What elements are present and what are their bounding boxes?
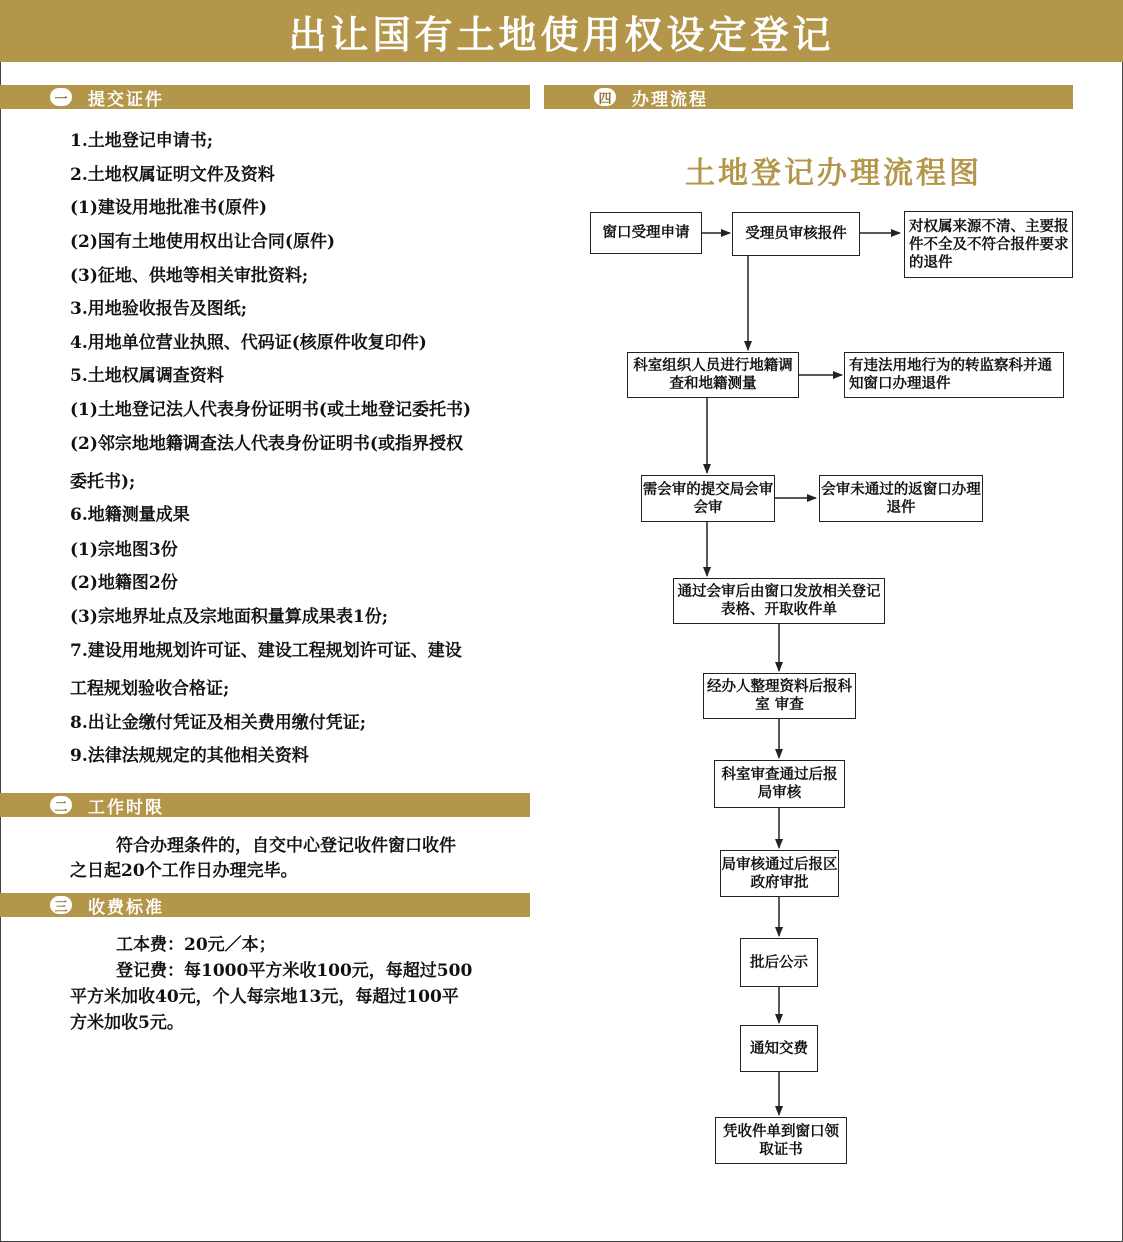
section-title: 办理流程 xyxy=(632,89,708,110)
flowchart-title: 土地登记办理流程图 xyxy=(685,156,982,191)
section-badge: 一 xyxy=(48,86,74,108)
flow-step-meeting-failed-return: 会审未通过的返窗口办理退件 xyxy=(819,475,983,522)
flow-step-reject-incomplete: 对权属来源不清、主要报件不全及不符合报件要求的退件 xyxy=(904,211,1073,278)
list-item: (2)邻宗地地籍调查法人代表身份证明书(或指界授权 xyxy=(70,434,463,454)
list-item: (1)土地登记法人代表身份证明书(或土地登记委托书) xyxy=(70,400,472,420)
section-badge: 四 xyxy=(592,86,618,108)
list-item: (2)地籍图2份 xyxy=(70,573,178,593)
flow-step-bureau-meeting: 需会审的提交局会审会审 xyxy=(641,475,775,522)
list-item: 委托书); xyxy=(70,472,136,492)
list-item: 4.用地单位营业执照、代码证(核原件收复印件) xyxy=(70,333,427,353)
flow-step-handler-submit: 经办人整理资料后报科室 审查 xyxy=(703,673,856,719)
section-badge: 二 xyxy=(48,794,74,816)
flow-step-bureau-review: 局审核通过后报区政府审批 xyxy=(720,850,839,897)
list-item: 工程规划验收合格证; xyxy=(70,679,230,699)
flow-step-public-notice: 批后公示 xyxy=(740,938,818,987)
time-limit-line: 符合办理条件的，自交中心登记收件窗口收件 xyxy=(116,836,456,856)
flow-step-issue-forms: 通过会审后由窗口发放相关登记表格、开取收件单 xyxy=(673,578,885,624)
list-item: 9.法律法规规定的其他相关资料 xyxy=(70,746,309,766)
section-title: 工作时限 xyxy=(88,797,164,818)
list-item: (1)宗地图3份 xyxy=(70,540,178,560)
section-title: 收费标准 xyxy=(88,897,164,918)
fee-line: 工本费：20元／本； xyxy=(116,935,276,955)
list-item: (2)国有土地使用权出让合同(原件) xyxy=(70,232,336,252)
list-item: 5.土地权属调查资料 xyxy=(70,366,224,386)
list-item: 2.土地权属证明文件及资料 xyxy=(70,165,275,185)
time-limit-line: 之日起20个工作日办理完毕。 xyxy=(70,861,298,881)
list-item: 1.土地登记申请书; xyxy=(70,131,214,151)
flow-step-notify-payment: 通知交费 xyxy=(740,1025,818,1072)
list-item: 8.出让金缴付凭证及相关费用缴付凭证; xyxy=(70,713,367,733)
flow-step-cadastral-survey: 科室组织人员进行地籍调查和地籍测量 xyxy=(627,352,799,398)
flow-step-collect-certificate: 凭收件单到窗口领取证书 xyxy=(715,1117,847,1164)
flow-step-illegal-use-transfer: 有违法用地行为的转监察科并通知窗口办理退件 xyxy=(844,352,1064,398)
list-item: 6.地籍测量成果 xyxy=(70,505,190,525)
flow-step-department-review: 科室审查通过后报局审核 xyxy=(714,760,845,808)
section-badge: 三 xyxy=(48,894,74,916)
list-item: (1)建设用地批准书(原件) xyxy=(70,198,268,218)
section-title: 提交证件 xyxy=(88,89,164,110)
flow-step-clerk-review: 受理员审核报件 xyxy=(732,212,860,256)
page-title: 出让国有土地使用权设定登记 xyxy=(288,12,835,57)
list-item: 3.用地验收报告及图纸; xyxy=(70,299,248,319)
fee-line: 登记费：每1000平方米收100元，每超过500 xyxy=(116,961,473,981)
list-item: (3)宗地界址点及宗地面积量算成果表1份; xyxy=(70,607,389,627)
fee-line: 方米加收5元。 xyxy=(70,1013,184,1033)
flow-step-window-accept: 窗口受理申请 xyxy=(590,212,702,254)
list-item: 7.建设用地规划许可证、建设工程规划许可证、建设 xyxy=(70,641,462,661)
fee-line: 平方米加收40元，个人每宗地13元，每超过100平 xyxy=(70,987,459,1007)
list-item: (3)征地、供地等相关审批资料; xyxy=(70,266,309,286)
